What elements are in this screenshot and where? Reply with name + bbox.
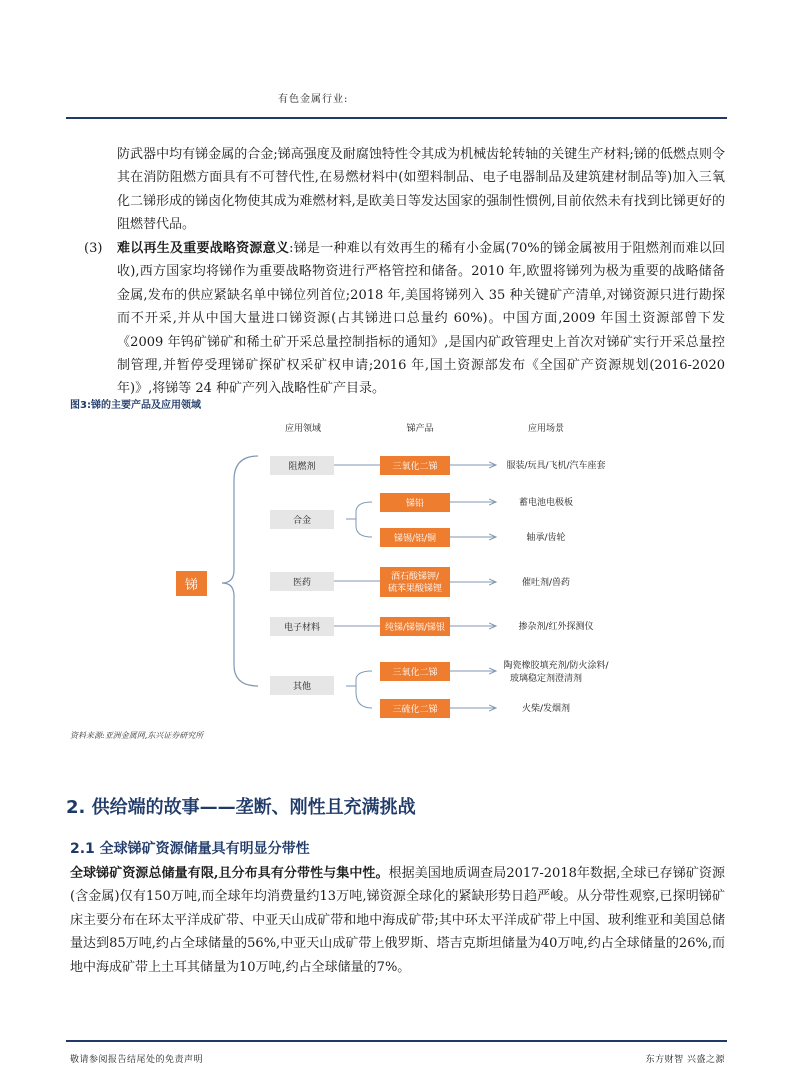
- header-title: 有色金属行业:: [278, 94, 349, 105]
- paragraph-2-body: :锑是一种难以有效再生的稀有小金属(70%的锑金属被用于阻燃剂而难以回收),西方国家均将锑作为重要战略物资进行严格管控和储备。2010 年,欧盟将锑列为极为重要的战略储备金属,发布的供应紧缺名单中锑位列首位;2018 年,美国将锑列入 35 种关键矿产清单,对锑资源只进行勘探而不开采,并从中国大量进口锑资源(占其锑进口总量约 60%)。中国方面,2009 年国土资源部曾下发《2009 年钨矿锑矿和稀土矿开采总量控制指标的通知》,是国内矿政管理史上首次对锑矿实行开采总量控制管理,并暂停受理锑矿探矿权采矿权申请;2016 年,国土资源部发布《全国矿产资源规划(2016-2020 年)》,将锑等 24 种矿产列入战略性矿产目录。: [117, 241, 725, 397]
- scenario-clothing: 服装/玩具/飞机/汽车座套: [506, 461, 606, 471]
- col-header-scenario: 应用场景: [527, 424, 565, 434]
- figure-source: 资料来源:亚洲金属网,东兴证券研究所: [70, 731, 204, 740]
- product-tartrate-line1: 酒石酸锑钾/: [390, 572, 440, 582]
- product-antimony-trioxide-2: 三氧化二锑: [392, 668, 438, 678]
- scenario-dopant: 掺杂剂/红外探测仪: [518, 622, 594, 632]
- field-alloy: 合金: [292, 516, 312, 526]
- root-brace: [222, 456, 258, 686]
- product-antimony-lead: 锑铅: [405, 499, 425, 509]
- field-flame-retardant: 阻燃剂: [288, 462, 316, 472]
- scenario-bearing: 轴承/齿轮: [526, 533, 566, 543]
- paragraph-1: 防武器中均有锑金属的合金;锑高强度及耐腐蚀特性令其成为机械齿轮转轴的关键生产材料;锑的低燃点则令其在消防阻燃方面具有不可替代性,在易燃材料中(如塑料制品、电子电器制品及建筑建材制品等)加入三氧化二锑形成的锑卤化物使其成为难燃材料,是欧美日等发达国家的强制性惯例,目前依然未有找到比锑更好的阻燃替代品。: [117, 147, 725, 233]
- brace-other: [346, 671, 372, 708]
- scenario-emetic: 催吐剂/兽药: [521, 578, 571, 588]
- root-label: 锑: [184, 578, 199, 593]
- product-antimony-trioxide: 三氧化二锑: [392, 462, 438, 472]
- section-2-title: 2. 供给端的故事——垄断、刚性且充满挑战: [66, 797, 416, 818]
- col-header-field: 应用领域: [284, 424, 322, 434]
- paragraph-3: [70, 862, 725, 979]
- footer-rule: [66, 1040, 727, 1042]
- field-other: 其他: [292, 682, 312, 692]
- scenario-battery: 蓄电池电极板: [518, 498, 574, 508]
- col-header-product: 锑产品: [406, 424, 434, 434]
- product-tartrate-line2: 硫苯果酸锑锂: [387, 584, 443, 594]
- product-antimony-tin-al-cu: 锑锡/铝/铜: [393, 534, 437, 544]
- section-2-1-title: 2.1 全球锑矿资源储量具有明显分带性: [70, 841, 310, 857]
- paragraph-2-title: 难以再生及重要战略资源意义: [117, 241, 290, 256]
- figure-title: 图3:锑的主要产品及应用领域: [70, 400, 201, 411]
- product-pure-antimony: 纯锑/锑铟/锑银: [384, 623, 446, 633]
- scenario-match: 火柴/发烟剂: [521, 704, 571, 714]
- scenario-ceramic-line2: 玻璃稳定剂澄清剂: [509, 674, 583, 684]
- field-electronic-material: 电子材料: [283, 623, 321, 633]
- field-medicine: 医药: [292, 578, 312, 588]
- brace-alloy: [346, 502, 372, 537]
- paragraph-3-lead: 全球锑矿资源总储量有限,且分布具有分带性与集中性。: [70, 866, 389, 881]
- paragraph-3-body: 根据美国地质调查局2017-2018年数据,全球已存锑矿资源(含金属)仅有150万吨,而全球年均消费量约13万吨,锑资源全球化的紧缺形势日趋严峻。从分带性观察,已探明锑矿床主要分布在环太平洋成矿带、中亚天山成矿带和地中海成矿带;其中环太平洋成矿带上中国、玻利维亚和美国总储量达到85万吨,约占全球储量的56%,中亚天山成矿带上俄罗斯、塔吉克斯坦储量为40万吨,约占全球储量的26%,而地中海成矿带上土耳其储量为10万吨,约占全球储量的7%。: [70, 866, 725, 975]
- footer-slogan: 东方财智 兴盛之源: [645, 1055, 725, 1065]
- footer-disclaimer: 敬请参阅报告结尾处的免责声明: [70, 1055, 204, 1065]
- paragraph-2-number: (3): [84, 241, 103, 256]
- scenario-ceramic-line1: 陶瓷橡胶填充剂/防火涂料/: [503, 661, 609, 671]
- product-antimony-trisulfide: 三硫化二锑: [392, 705, 438, 715]
